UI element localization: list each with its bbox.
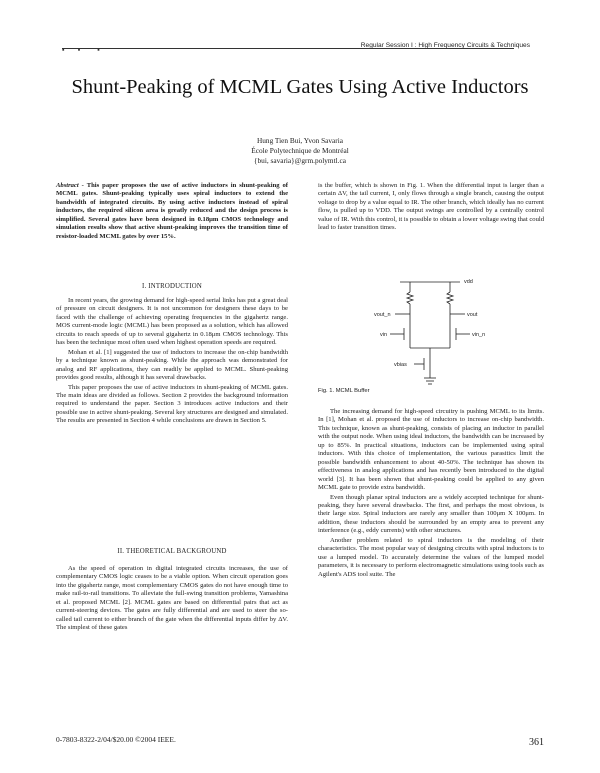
header-ticks: ▪ ▪ ▪ (62, 46, 102, 54)
paper-title: Shunt-Peaking of MCML Gates Using Active Inductors (71, 76, 529, 98)
right-column-top (318, 182, 544, 234)
background-paragraph-1: As the speed of operation in digital integrated circuits increases, the use of complementary CMOS logic ceases to be a viable option. When circuit operation goes into the gigahertz range, most complementary CMOS gates do not have enough time to make rail-to-rail transitions. To alleviate the full-swing transition problems, Yamashina et al. proposed MCML [2]. MCML gates are based on differential pairs that act as current-steering devices. The gates are fully differential and are used to steer the so-called tail current to either branch of the gate when the differential inputs differ by ΔV. The simplest of these gates (56, 565, 288, 632)
load-resistor-right (447, 292, 453, 304)
label-vin-n: vin_n (472, 332, 486, 338)
header-rule (62, 48, 514, 49)
abstract (56, 182, 288, 241)
copyright-line: 0-7803-8322-2/04/$20.00 ©2004 IEEE. (56, 735, 176, 744)
label-vdd: vdd (464, 279, 473, 285)
author-block (150, 136, 450, 166)
abstract-lead: Abstract (56, 182, 79, 189)
background-body (56, 565, 288, 634)
intro-body (56, 297, 288, 427)
author-names: Hung Tien Bui, Yvon Savaria (257, 136, 343, 145)
intro-paragraph-3: This paper proposes the use of active inductors in shunt-peaking of MCML gates. The main ideas are divided as follows. Section 2 provides the background information required to understand the paper. Section 3 introduces active inductors and their possible use in active shunt-peaking. Several key structures are designed and simulated. The results are presented in Section 4 while conclusions are drawn in Section 5. (56, 383, 288, 425)
background-heading: II. THEORETICAL BACKGROUND (117, 548, 227, 555)
label-vout-n: vout_n (374, 312, 391, 318)
label-vout: vout (467, 312, 478, 318)
figure-caption: Fig. 1. MCML Buffer (318, 388, 370, 394)
abstract-text: - This paper proposes the use of active inductors in shunt-peaking of MCML gates. Shunt-peaking typically uses spiral inductors to extend the bandwidth of integrated circuits. By using active inductors instead of spiral inductors, the required silicon area is greatly reduced and the design process is simplified. Several gates have been designed in 0.18μm CMOS technology and simulation results show that active shunt-peaking improves the transition time of resistor-loaded MCML gates by over 15%. (56, 182, 288, 240)
load-resistor-left (407, 292, 413, 304)
right-paragraph-3: Even though planar spiral inductors are a widely accepted technique for shunt-peaking, they have several drawbacks. The first, and perhaps the most obvious, is their large size. Spiral inductors are rarely any smaller than 100μm X 100μm. In addition, these inductors should be surrounded by an empty area to prevent any interference (e.g., eddy currents) with other structures. (318, 493, 544, 535)
author-affiliation: École Polytechnique de Montréal (251, 146, 349, 155)
label-vbias: vbias (394, 362, 407, 368)
running-header: Regular Session I : High Frequency Circuits & Techniques (360, 42, 530, 49)
author-email: {bui, savaria}@grm.polymtl.ca (254, 156, 346, 165)
intro-paragraph-1: In recent years, the growing demand for high-speed serial links has put a great deal of pressure on circuit designers. It is not uncommon for designers these days to be faced with the challenge of achieving operating frequencies in the gigahertz range. MOS current-mode logic (MCML) has been proposed as a solution, which has allowed circuits to reach speeds of up to several gigahertz in 0.18μm CMOS technology. This has been the technique most often used when highest operation speeds are required. (56, 297, 288, 347)
right-column-body (318, 408, 544, 580)
right-paragraph-1: is the buffer, which is shown in Fig. 1. When the differential input is larger than a certain ΔV, the tail current, I, only flows through a single branch, causing the output voltage to drop by a value equal to IR. The other branch, which ideally has no current flow, is pulled up to VDD. The output swings are controlled by a centrally control value of IR. With this control, it is possible to obtain a lower voltage swing that could lead to faster transition times. (318, 182, 544, 232)
page-number: 361 (529, 737, 544, 748)
right-paragraph-2: The increasing demand for high-speed circuitry is pushing MCML to its limits. In [1], Mohan et al. proposed the use of inductors to increase on-chip bandwidth. This technique, known as shunt-peaking, consists of placing an inductor in parallel with the output node. When using ideal inductors, the bandwidth can be increased by up to 85%. In practical situations, inductors can be implemented using spiral inductors. With this choice of implementation, the various parasitics limit the possible bandwidth enhancement to about 40-50%. The technique has shown its effectiveness in analog applications and has recently been introduced to the digital world [3]. It has been shown that shunt-peaking could be applied to any given MCML gate to provide extra bandwidth. (318, 408, 544, 492)
intro-heading: I. INTRODUCTION (141, 283, 202, 290)
right-paragraph-4: Another problem related to spiral inductors is the modeling of their characteristics. The most popular way of designing circuits with spiral inductors is to use a lumped model. To accurately determine the values of the lumped model parameters, it is necessary to perform electromagnetic simulations using tools such as Agilent's ADS tool suite. The (318, 536, 544, 578)
mcml-buffer-schematic (340, 270, 530, 390)
label-vin: vin (380, 332, 388, 338)
intro-paragraph-2: Mohan et al. [1] suggested the use of inductors to increase the on-chip bandwidth by a technique known as shunt-peaking. While the approach was demonstrated for analog and RF applications, they can readily be applied to MCML. Shunt-peaking provides good results, although it has several drawbacks. (56, 348, 288, 382)
